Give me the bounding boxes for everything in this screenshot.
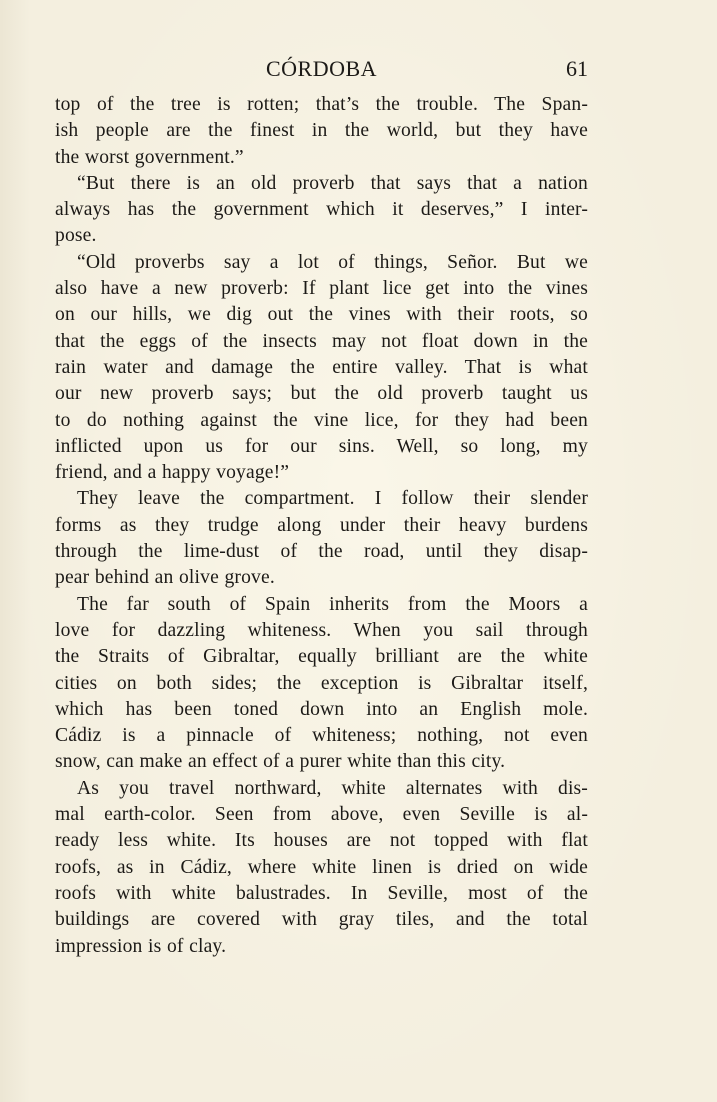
text-line: “Old proverbs say a lot of things, Señor. But we <box>77 251 588 273</box>
text-line: friend, and a happy voyage!” <box>55 462 290 484</box>
running-head: CÓRDOBA <box>265 56 378 81</box>
text-line: ish people are the finest in the world, but they have <box>55 120 588 142</box>
text-line: ready less white. Its houses are not topped with flat <box>55 830 588 852</box>
text-line: our new proverb says; but the old proverb taught us <box>55 383 588 405</box>
text-line: roofs with white balustrades. In Seville, most of the <box>55 882 588 904</box>
text-line: pose. <box>55 225 97 247</box>
text-line: impression is of clay. <box>55 935 227 957</box>
text-line: also have a new proverb: If plant lice get into the vines <box>55 278 588 300</box>
body-text <box>55 92 588 960</box>
text-line: top of the tree is rotten; that’s the trouble. The Span- <box>55 94 588 115</box>
text-line: to do nothing against the vine lice, for they had been <box>55 409 588 431</box>
text-line: “But there is an old proverb that says that a nation <box>77 172 588 194</box>
text-line: on our hills, we dig out the vines with their roots, so <box>55 304 588 326</box>
text-line: the Straits of Gibraltar, equally brilliant are the white <box>55 646 588 668</box>
text-line: inflicted upon us for our sins. Well, so long, my <box>55 435 588 457</box>
text-line: roofs, as in Cádiz, where white linen is dried on wide <box>55 856 588 878</box>
page-number: 61 <box>566 56 588 81</box>
text-line: pear behind an olive grove. <box>55 567 275 589</box>
text-line: forms as they trudge along under their heavy burdens <box>55 514 588 536</box>
text-line: cities on both sides; the exception is Gibraltar itself, <box>55 672 588 694</box>
text-line: always has the government which it deserves,” I inter- <box>55 199 588 221</box>
text-line: through the lime-dust of the road, until they disap- <box>55 541 588 563</box>
text-line: They leave the compartment. I follow their slender <box>77 488 588 510</box>
text-line: As you travel northward, white alternates with dis- <box>77 777 588 799</box>
text-line: mal earth-color. Seen from above, even Seville is al- <box>55 804 588 826</box>
text-line: The far south of Spain inherits from the Moors a <box>77 593 588 615</box>
text-line: the worst government.” <box>55 146 244 168</box>
text-line: rain water and damage the entire valley. That is what <box>55 356 588 378</box>
page-header <box>55 52 588 86</box>
text-line: buildings are covered with gray tiles, and the total <box>55 909 588 931</box>
text-line: love for dazzling whiteness. When you sail through <box>55 619 588 641</box>
text-line: Cádiz is a pinnacle of whiteness; nothing, not even <box>55 725 588 747</box>
text-line: snow, can make an effect of a purer white than this city. <box>55 751 506 773</box>
text-line: which has been toned down into an English mole. <box>55 698 588 720</box>
text-line: that the eggs of the insects may not float down in the <box>55 330 588 352</box>
